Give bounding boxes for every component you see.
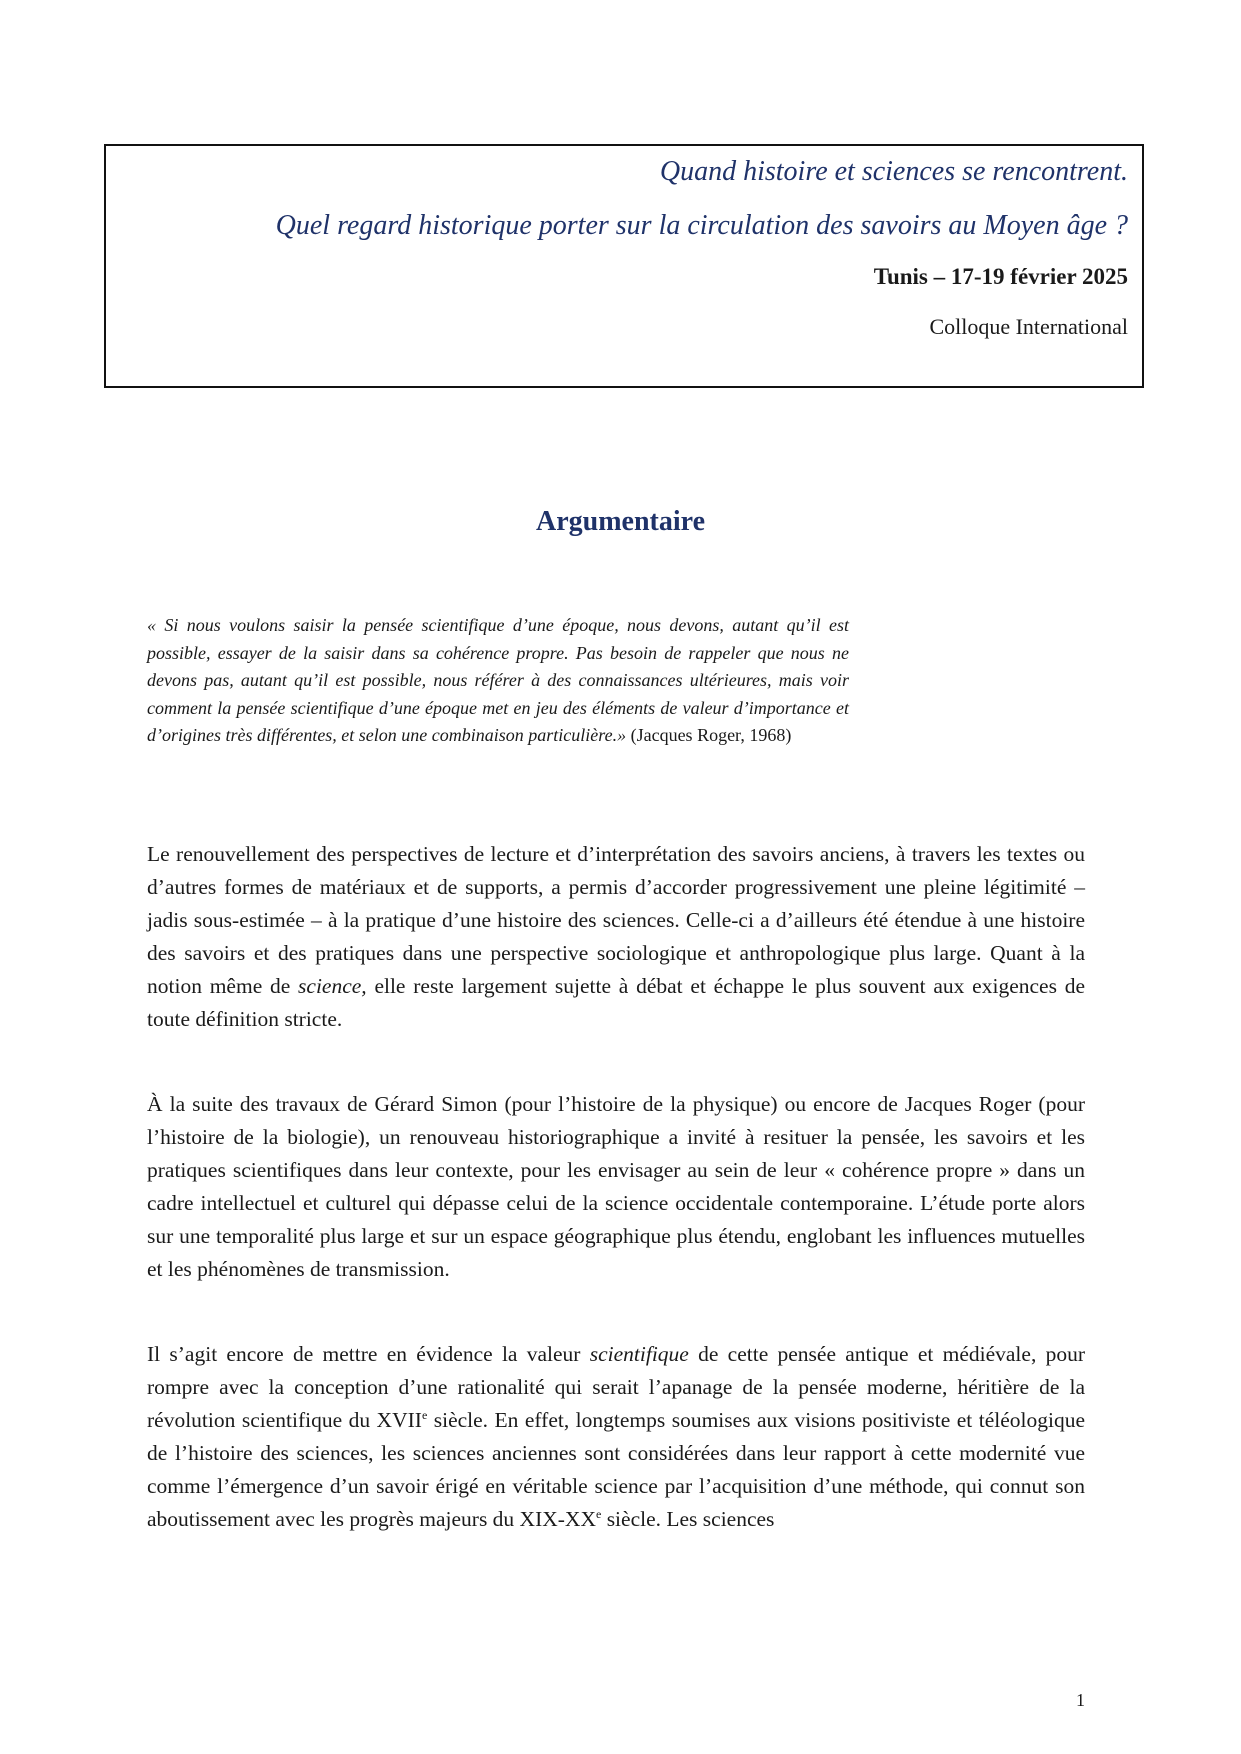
p3-text-d: siècle. Les sciences	[601, 1507, 775, 1531]
event-date-place: Tunis – 17-19 février 2025	[873, 264, 1128, 289]
title-line-2: Quel regard historique porter sur la circulation des savoirs au Moyen âge ?	[275, 210, 1128, 241]
p1-text-b: elle reste largement sujette à débat et échappe le plus souvent aux exigences de toute définition stricte.	[147, 974, 1085, 1031]
p3-superscript-2: e	[595, 1507, 602, 1521]
page-number: 1	[1076, 1690, 1085, 1710]
p3-superscript-1: e	[421, 1408, 428, 1422]
epigraph-text: « Si nous voulons saisir la pensée scientifique d’une époque, nous devons, autant qu’il est possible, essayer de la saisir dans sa cohérence propre. Pas besoin de rappeler que nous ne devons pas, autant qu’il est possible, nous référer à des connaissances ultérieures, mais voir comment la pensée scientifique d’une époque met en jeu des éléments de valeur d’importance et d’origines très différentes, et selon une combinaison particulière.»	[147, 615, 849, 745]
p3-text-c: siècle. En effet, longtemps soumises aux visions positiviste et téléologique de l’histoire des sciences, les sciences anciennes sont considérées dans leur rapport à cette modernité vue comme l’émergence d’un savoir érigé en véritable science par l’acquisition d’une méthode, qui connut son aboutissement avec les progrès majeurs du XIX-XX	[147, 1408, 1086, 1531]
header-box	[104, 144, 1144, 388]
title-line-1: Quand histoire et sciences se rencontrent.	[659, 156, 1128, 187]
p3-text-a: Il s’agit encore de mettre en évidence la valeur	[147, 1342, 590, 1366]
epigraph-quote	[147, 612, 849, 750]
body-paragraph-1	[147, 838, 1085, 1036]
event-type: Colloque International	[929, 314, 1128, 339]
body-paragraph-3	[147, 1338, 1085, 1536]
p1-text-a: Le renouvellement des perspectives de lecture et d’interprétation des savoirs anciens, à travers les textes ou d’autres formes de matériaux et de supports, a permis d’accorder progressivement une pleine légitimité – jadis sous-estimée – à la pratique d’une histoire des sciences. Celle-ci a d’ailleurs été étendue à une histoire des savoirs et des pratiques dans une perspective sociologique et anthropologique plus large. Quant à la notion même de	[147, 842, 1085, 998]
section-heading: Argumentaire	[536, 506, 705, 537]
p1-emphasis: science,	[298, 974, 367, 998]
body-paragraph-2: À la suite des travaux de Gérard Simon (pour l’histoire de la physique) ou encore de Jacques Roger (pour l’histoire de la biologie), un renouveau historiographique a invité à resituer la pensée, les savoirs et les pratiques scientifiques dans leur contexte, pour les envisager au sein de leur « cohérence propre » dans un cadre intellectuel et culturel qui dépasse celui de la science occidentale contemporaine. L’étude porte alors sur une temporalité plus large et sur un espace géographique plus étendu, englobant les influences mutuelles et les phénomènes de transmission.	[147, 1092, 1085, 1281]
epigraph-attribution: (Jacques Roger, 1968)	[626, 725, 792, 745]
p3-emphasis: scientifique	[589, 1342, 689, 1366]
p3-text-b: de cette pensée antique et médiévale, pour rompre avec la conception d’une rationalité qui serait l’apanage de la pensée moderne, héritière de la révolution scientifique du XVII	[147, 1342, 1085, 1432]
